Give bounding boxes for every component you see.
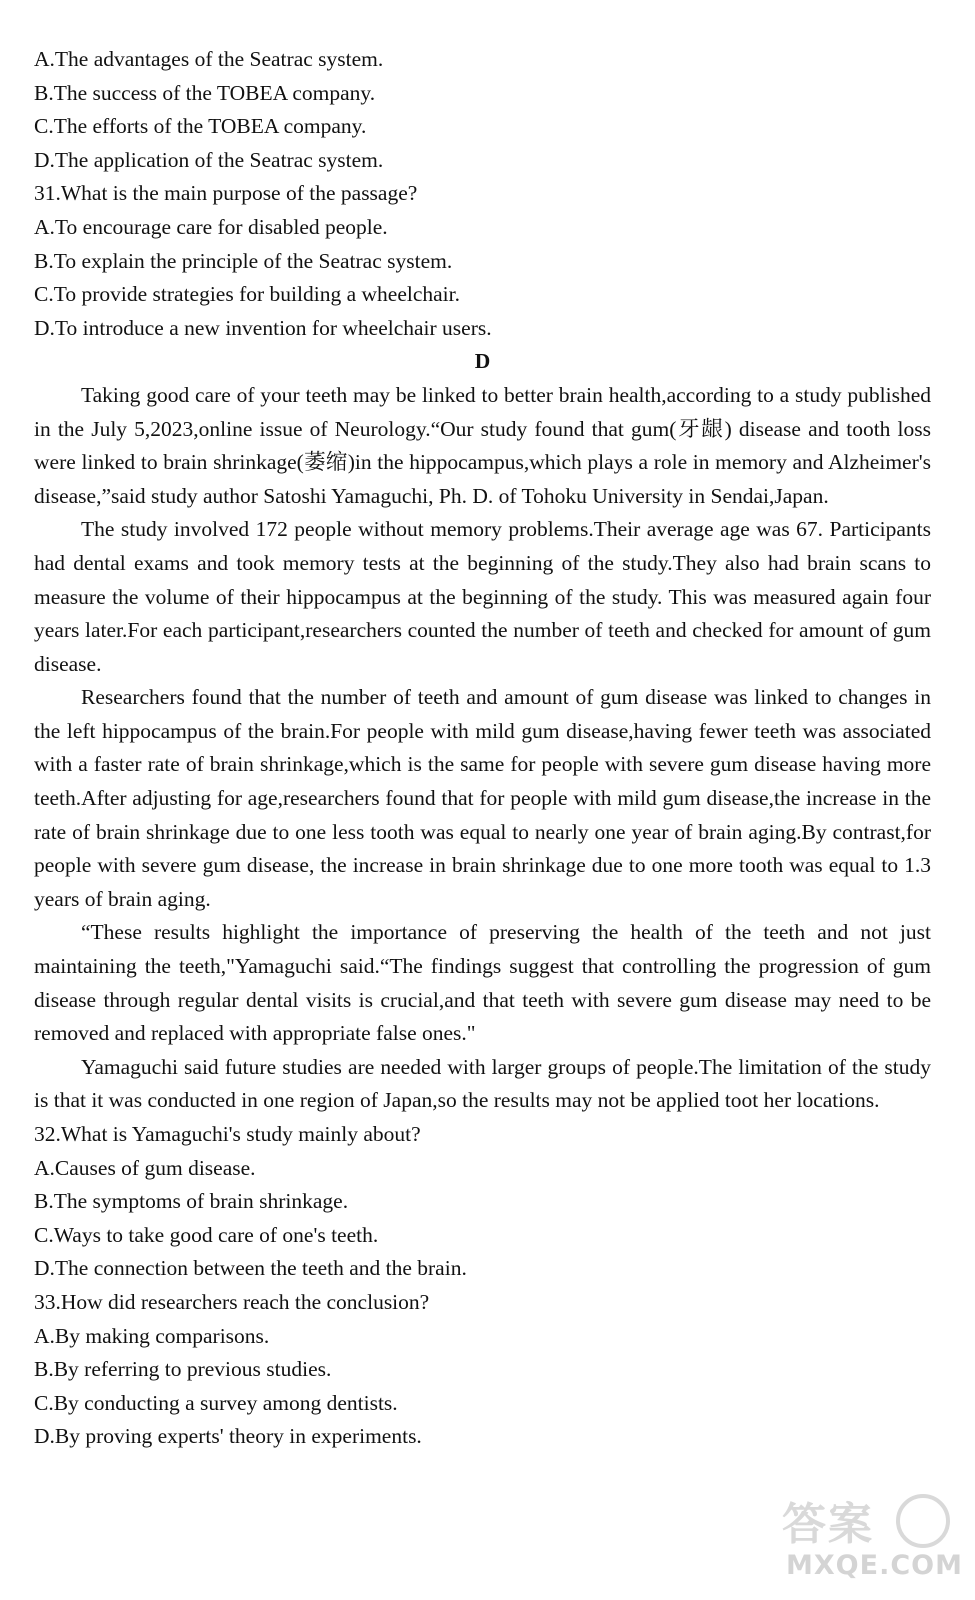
q30-option-d: D.The application of the Seatrac system. bbox=[34, 147, 384, 172]
q32-option-d: D.The connection between the teeth and the brain. bbox=[34, 1256, 467, 1281]
q30-options bbox=[34, 43, 931, 177]
question-32 bbox=[34, 1118, 931, 1286]
q32-option-a: A.Causes of gum disease. bbox=[34, 1155, 256, 1180]
q33-option-a: A.By making comparisons. bbox=[34, 1323, 270, 1348]
reading-passage bbox=[34, 379, 931, 1118]
q30-option-b: B.The success of the TOBEA company. bbox=[34, 80, 376, 105]
q30-option-a: A.The advantages of the Seatrac system. bbox=[34, 47, 384, 71]
passage-paragraph-1: Taking good care of your teeth may be linked to better brain health,according to a study published in the July 5,2023,online issue of Neurology.“Our study found that gum(牙龈) disease and tooth loss were linked to brain shrinkage(萎缩)in the hippocampus,which plays a role in memory and Alzheimer's disease,”said study author Satoshi Yamaguchi, Ph. D. of Tohoku University in Sendai,Japan. bbox=[34, 382, 931, 508]
question-33 bbox=[34, 1286, 931, 1454]
q31-option-a: A.To encourage care for disabled people. bbox=[34, 214, 388, 239]
passage-paragraph-4: “These results highlight the importance of preserving the health of the teeth and not just maintaining the teeth,"Yamaguchi said.“The findings suggest that controlling the progression of gum disease through regular dental visits is crucial,and that teeth with severe gum disease may need to be removed and replaced with appropriate false ones." bbox=[34, 920, 931, 1046]
document-page bbox=[34, 43, 931, 1454]
q30-option-c: C.The efforts of the TOBEA company. bbox=[34, 114, 367, 139]
question-32-text: 32.What is Yamaguchi's study mainly about? bbox=[34, 1122, 421, 1146]
watermark-bottom-text: MXQE.COM bbox=[786, 1550, 963, 1581]
q32-option-b: B.The symptoms of brain shrinkage. bbox=[34, 1189, 349, 1214]
q33-option-d: D.By proving experts' theory in experiments. bbox=[34, 1424, 422, 1449]
watermark-circle-icon bbox=[896, 1494, 950, 1548]
question-33-text: 33.How did researchers reach the conclusion? bbox=[34, 1289, 430, 1314]
q33-option-b: B.By referring to previous studies. bbox=[34, 1357, 332, 1382]
passage-paragraph-2: The study involved 172 people without memory problems.Their average age was 67. Participants had dental exams and took memory tests at the beginning of the study.They also had brain scans to measure the volume of their hippocampus at the beginning of the study. This was measured again four years later.For each participant,researchers counted the number of teeth and checked for amount of gum disease. bbox=[34, 517, 931, 676]
q31-option-b: B.To explain the principle of the Seatrac system. bbox=[34, 248, 453, 273]
q32-option-c: C.Ways to take good care of one's teeth. bbox=[34, 1222, 379, 1247]
q31-option-c: C.To provide strategies for building a wheelchair. bbox=[34, 282, 460, 307]
passage-paragraph-3: Researchers found that the number of teeth and amount of gum disease was linked to changes in the left hippocampus of the brain.For people with mild gum disease,having fewer teeth was associated with a faster rate of brain shrinkage,which is the same for people with severe gum disease having more teeth.After adjusting for age,researchers found that for people with mild gum disease,the increase in the rate of brain shrinkage due to one less tooth was equal to nearly one year of brain aging.By contrast,for people with severe gum disease, the increase in brain shrinkage due to one more tooth was equal to 1.3 years of brain aging. bbox=[34, 685, 931, 911]
q33-option-c: C.By conducting a survey among dentists. bbox=[34, 1390, 398, 1415]
passage-paragraph-5: Yamaguchi said future studies are needed with larger groups of people.The limitation of the study is that it was conducted in one region of Japan,so the results may not be applied toot her locations. bbox=[34, 1054, 931, 1113]
question-31 bbox=[34, 177, 931, 345]
watermark-top-text: 答案 bbox=[782, 1499, 874, 1550]
q31-option-d: D.To introduce a new invention for wheelchair users. bbox=[34, 315, 492, 340]
question-31-text: 31.What is the main purpose of the passage? bbox=[34, 181, 418, 206]
section-heading: D bbox=[474, 349, 491, 374]
site-watermark bbox=[778, 1484, 963, 1594]
